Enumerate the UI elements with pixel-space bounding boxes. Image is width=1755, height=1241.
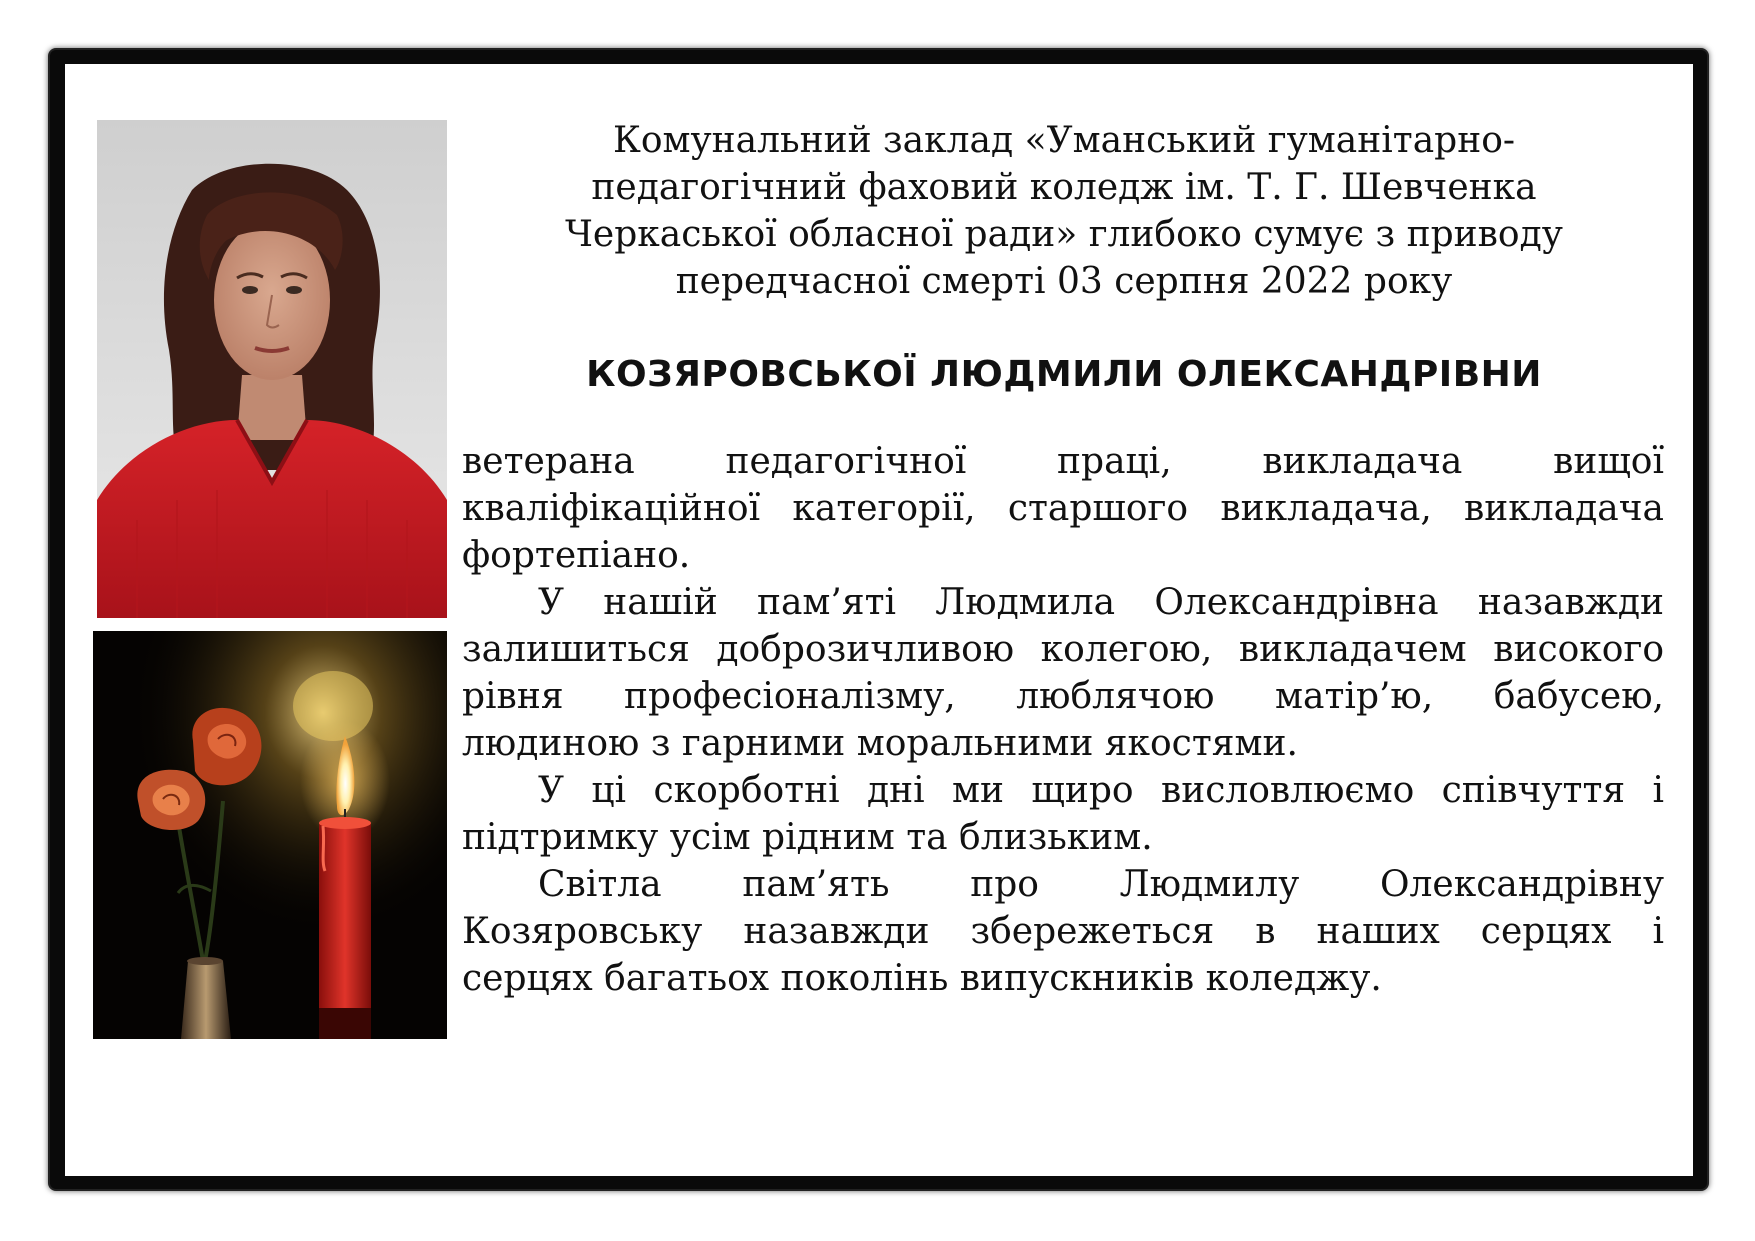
heading-line: педагогічний фаховий коледж ім. Т. Г. Шевченка	[591, 167, 1537, 208]
body-line: У нашій пам’яті Людмила Олександрівна назавжди	[538, 582, 1664, 623]
body-line: підтримку усім рідним та близьким.	[462, 817, 1153, 858]
body-line: рівня професіоналізму, люблячою матір’ю, бабусею,	[462, 676, 1664, 717]
body-line: У ці скорботні дні ми щиро висловлюємо співчуття і	[538, 770, 1664, 811]
body-line: кваліфікаційної категорії, старшого викладача, викладача	[462, 488, 1664, 529]
body-line: ветерана педагогічної праці, викладача вищої	[462, 441, 1664, 482]
candle-roses-photo	[93, 631, 447, 1039]
announcement-heading	[520, 117, 1608, 305]
heading-line: передчасної смерті 03 серпня 2022 року	[675, 261, 1453, 302]
body-line: залишиться доброзичливою колегою, викладачем високого	[462, 629, 1664, 670]
body-line: фортепіано.	[462, 535, 691, 576]
heading-line: Черкаської обласної ради» глибоко сумує з приводу	[565, 214, 1563, 255]
obituary-body	[462, 438, 1664, 1002]
deceased-name: КОЗЯРОВСЬКОЇ ЛЮДМИЛИ ОЛЕКСАНДРІВНИ	[586, 354, 1542, 395]
body-line: людиною з гарними моральними якостями.	[462, 723, 1298, 764]
heading-line: Комунальний заклад «Уманський гуманітарно-	[612, 120, 1516, 161]
body-line: Козяровську назавжди збережеться в наших серцях і	[462, 911, 1664, 952]
portrait-photo	[97, 120, 447, 618]
body-line: серцях багатьох поколінь випускників коледжу.	[462, 958, 1382, 999]
body-line: Світла пам’ять про Людмилу Олександрівну	[538, 864, 1664, 905]
